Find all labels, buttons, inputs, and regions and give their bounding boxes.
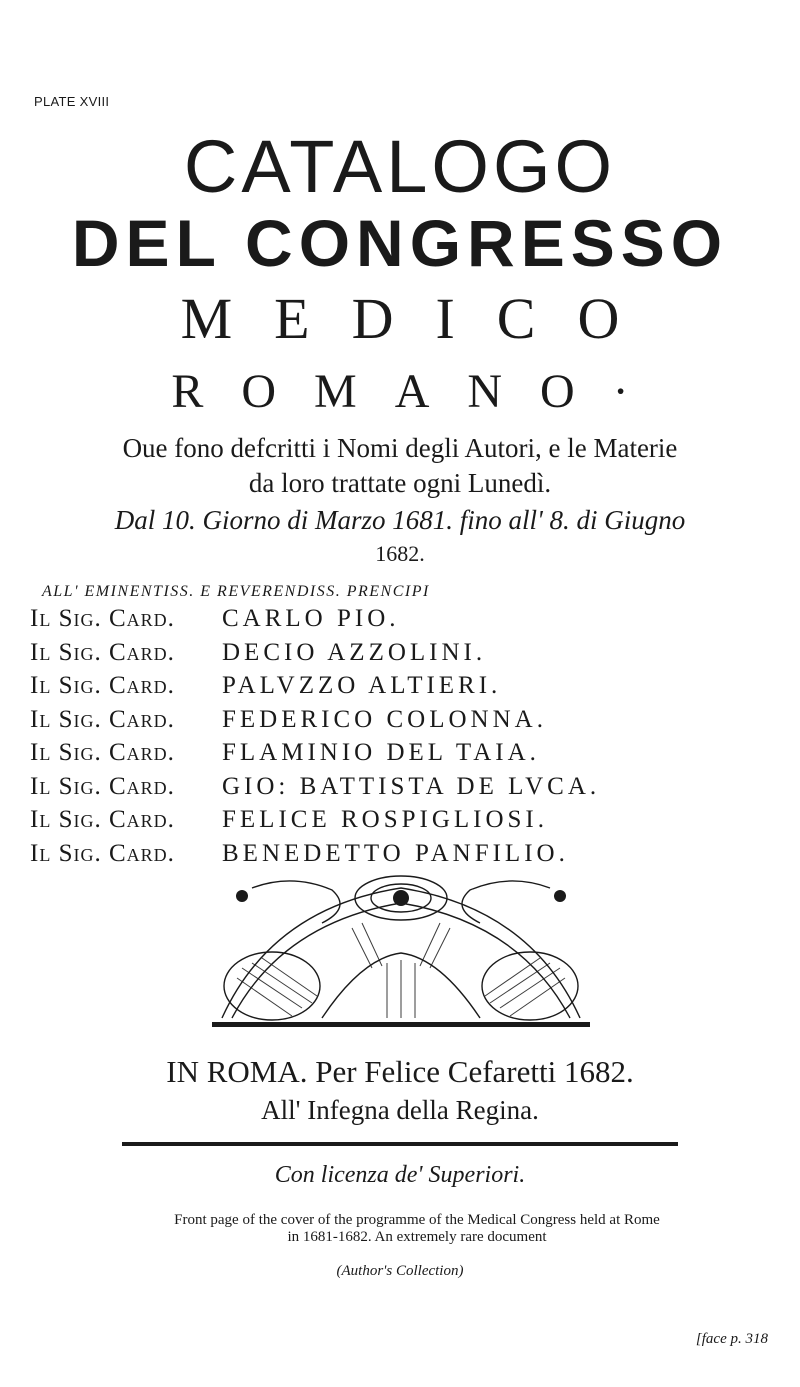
- divider-rule: [122, 1142, 678, 1146]
- list-item: [30, 706, 790, 740]
- member-name: FELICE ROSPIGLIOSI.: [222, 806, 549, 833]
- member-title: Il Sig. Card.: [30, 839, 175, 867]
- list-item: [30, 672, 790, 706]
- member-name: CARLO PIO.: [222, 605, 400, 632]
- member-title: Il Sig. Card.: [30, 772, 175, 800]
- dedication: ALL' EMINENTISS. E REVERENDISS. PRENCIPI: [42, 583, 430, 600]
- member-title: Il Sig. Card.: [30, 672, 175, 699]
- member-name: BENEDETTO PANFILIO.: [222, 839, 569, 867]
- list-item: [30, 739, 790, 773]
- licenza-line: Con licenza de' Superiori.: [274, 1162, 526, 1188]
- title-romano: ROMANO·: [171, 365, 667, 418]
- list-item: [30, 605, 790, 639]
- list-item: [30, 639, 790, 673]
- member-title: Il Sig. Card.: [30, 739, 175, 766]
- list-item: [30, 773, 790, 807]
- member-name: FEDERICO COLONNA.: [222, 705, 547, 733]
- member-title: Il Sig. Card.: [30, 638, 175, 666]
- member-name: FLAMINIO DEL TAIA.: [222, 739, 540, 766]
- subtitle-year: 1682.: [375, 541, 425, 566]
- member-name: PALVZZO ALTIERI.: [222, 672, 502, 699]
- subtitle-line-2: da loro trattate ogni Lunedì.: [248, 468, 552, 498]
- imprint-city-printer: IN ROMA. Per Felice Cefaretti 1682.: [166, 1054, 634, 1089]
- imprint-sign: All' Infegna della Regina.: [261, 1095, 539, 1125]
- cardinal-list: [30, 605, 790, 873]
- title-catalogo: CATALOGO: [183, 125, 617, 208]
- title-del-congresso: DEL CONGRESSO: [71, 206, 729, 280]
- member-name: DECIO AZZOLINI.: [222, 638, 487, 666]
- member-title: Il Sig. Card.: [30, 806, 175, 833]
- caption-line-1: Front page of the cover of the programme of the Medical Congress held at Rome: [174, 1212, 660, 1228]
- subtitle-dates: Dal 10. Giorno di Marzo 1681. fino all' 8. di Giugno: [114, 505, 686, 535]
- member-title: Il Sig. Card.: [30, 605, 175, 632]
- list-item: [30, 806, 790, 840]
- caption-line-2: in 1681-1682. An extremely rare document: [287, 1229, 547, 1246]
- subtitle-line-1: Oue fono defcritti i Nomi degli Autori, e le Materie: [122, 433, 678, 463]
- member-name: GIO: BATTISTA DE LVCA.: [222, 772, 601, 800]
- title-medico: MEDICO: [180, 286, 662, 351]
- figure-caption: [60, 1212, 774, 1247]
- face-page-reference: [face p. 318: [695, 1331, 768, 1347]
- member-title: Il Sig. Card.: [30, 705, 175, 733]
- collection-credit: (Author's Collection): [336, 1263, 464, 1279]
- plate-label: PLATE XVIII: [34, 94, 110, 109]
- printer-emblem-engraving: [212, 868, 590, 1030]
